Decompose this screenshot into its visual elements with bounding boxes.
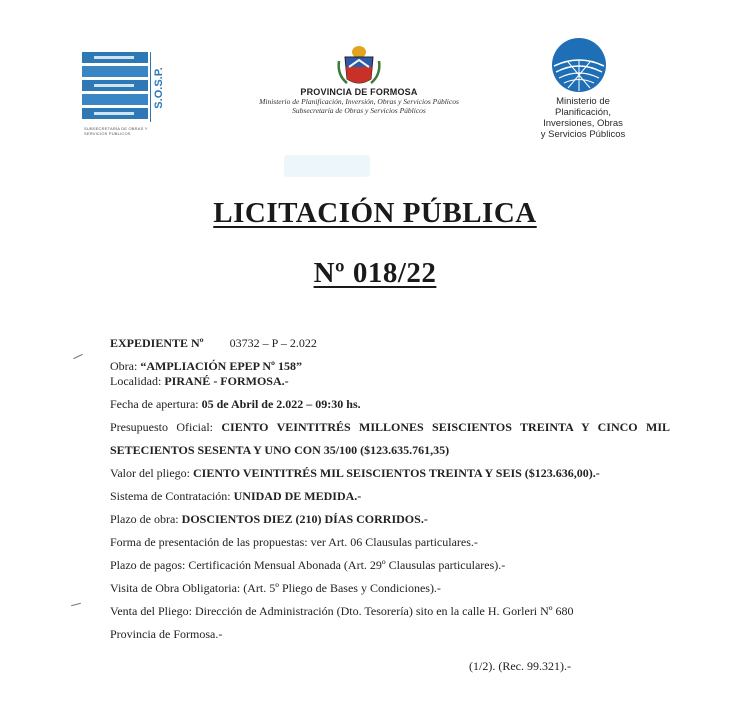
pen-mark xyxy=(71,603,81,607)
scan-smudge xyxy=(284,155,370,177)
page-title: LICITACIÓN PÚBLICA xyxy=(213,197,537,229)
fecha-value: 05 de Abril de 2.022 – 09:30 hs. xyxy=(201,397,361,411)
sosp-caption: SUBSECRETARÍA DE OBRAS Y SERVICIOS PÚBLICOS xyxy=(84,126,148,136)
localidad-line xyxy=(110,374,670,389)
sistema-label: Sistema de Contratación: xyxy=(110,489,231,503)
svg-text:S.O.S.P.: S.O.S.P. xyxy=(153,67,165,109)
caption-line: y Servicios Públicos xyxy=(540,129,626,140)
plazo-obra-line xyxy=(110,512,670,527)
presupuesto-line-2 xyxy=(110,443,670,458)
subsecretaria-name: Subsecretaría de Obras y Servicios Públicos xyxy=(292,106,426,115)
forma-line: Forma de presentación de las propuestas: ver Art. 06 Clausulas particulares.- xyxy=(110,535,478,549)
venta-line: Venta del Pliego: Dirección de Administración (Dto. Tesorería) sito en la calle H. Gorleri Nº 680 xyxy=(110,604,574,618)
footer-reference: (1/2). (Rec. 99.321).- xyxy=(469,659,571,673)
sistema-line xyxy=(110,489,670,504)
presupuesto-value-2: SETECIENTOS SESENTA Y UNO CON 35/100 ($123.635.761,35) xyxy=(110,443,450,457)
obra-label: Obra: xyxy=(110,359,138,373)
valor-label: Valor del pliego: xyxy=(110,466,190,480)
presupuesto-value: CIENTO VEINTITRÉS MILLONES SEISCIENTOS TREINTA Y CINCO MIL xyxy=(221,420,670,434)
expediente-line xyxy=(110,336,670,351)
tender-number: Nº 018/22 xyxy=(313,257,437,289)
valor-line xyxy=(110,466,670,481)
localidad-label: Localidad: xyxy=(110,374,162,388)
fecha-label: Fecha de apertura: xyxy=(110,397,199,411)
expediente-label: EXPEDIENTE Nº xyxy=(110,336,204,350)
presupuesto-line xyxy=(110,420,670,435)
province-name: PROVINCIA DE FORMOSA xyxy=(300,87,418,97)
caption-line: Inversiones, Obras xyxy=(543,118,623,129)
sistema-value: UNIDAD DE MEDIDA.- xyxy=(233,489,362,503)
valor-value: CIENTO VEINTITRÉS MIL SEISCIENTOS TREINTA Y SEIS ($123.636,00).- xyxy=(192,466,600,480)
ministry-name: Ministerio de Planificación, Inversión, Obras y Servicios Públicos xyxy=(259,97,459,106)
venta-line-2: Provincia de Formosa.- xyxy=(110,627,223,641)
plazo-obra-value: DOSCIENTOS DIEZ (210) DÍAS CORRIDOS.- xyxy=(181,512,428,526)
formosa-coat-of-arms xyxy=(335,43,383,87)
obra-line xyxy=(110,359,670,374)
visita-line: Visita de Obra Obligatoria: (Art. 5º Pliego de Bases y Condiciones).- xyxy=(110,581,441,595)
fecha-line xyxy=(110,397,670,412)
plazo-pagos-line: Plazo de pagos: Certificación Mensual Abonada (Art. 29º Clausulas particulares).- xyxy=(110,558,506,572)
presupuesto-label: Presupuesto Oficial: xyxy=(110,420,214,434)
obra-value: “AMPLIACIÓN EPEP Nº 158” xyxy=(140,359,302,373)
ministry-globe-logo xyxy=(550,36,608,94)
header-center xyxy=(200,87,518,115)
plazo-obra-label: Plazo de obra: xyxy=(110,512,179,526)
expediente-value: 03732 – P – 2.022 xyxy=(229,336,317,350)
localidad-value: PIRANÉ - FORMOSA.- xyxy=(164,374,289,388)
caption-line: Planificación, xyxy=(555,107,611,118)
right-logo-caption xyxy=(528,96,638,140)
pen-mark xyxy=(73,354,82,359)
caption-line: Ministerio de xyxy=(556,96,610,107)
